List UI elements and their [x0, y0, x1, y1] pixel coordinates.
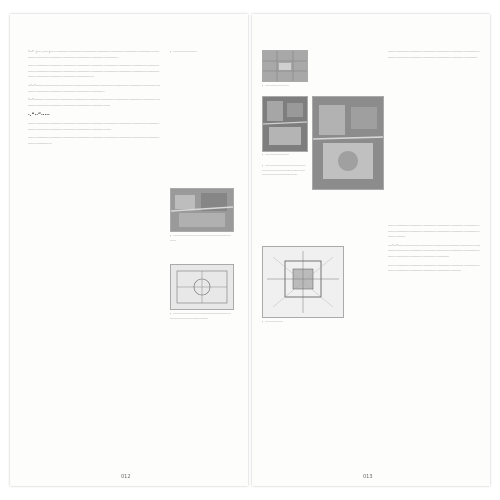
paragraph: ········································································································································································ — [388, 50, 480, 60]
map-figure-small — [262, 50, 308, 82]
right-page — [252, 14, 490, 486]
large-aerial-photo — [312, 96, 384, 190]
paragraph: “··”································································································································································································· — [28, 98, 160, 108]
paragraph: ····“··”·························································································································································································································· — [388, 243, 480, 259]
figure-caption: · ························ — [262, 153, 289, 157]
figure-caption: · ························ — [170, 50, 197, 54]
aerial-photo-figure — [170, 188, 234, 232]
paragraph: ························································································································································· — [388, 263, 480, 274]
left-page — [10, 14, 248, 486]
paragraph: “··”（····：·····）························································································································································································· — [28, 50, 159, 60]
figure-caption: · ························ — [262, 84, 289, 88]
figure-caption: · ·················· — [262, 320, 283, 324]
right-body-text — [388, 224, 480, 278]
city-plan-figure — [262, 246, 344, 318]
section-heading: ·.“··”····· — [28, 113, 50, 119]
figure-caption: · ·································································································· — [170, 312, 232, 321]
paragraph: ······································································································································································································· — [28, 121, 160, 132]
paragraph: ·························································································································································································· — [388, 224, 480, 240]
figure-caption: · ························································································································· — [262, 164, 306, 178]
paragraph: ················································································································································ — [28, 136, 160, 146]
left-body-text — [28, 50, 160, 150]
drawing-figure — [170, 264, 234, 310]
page-number: 013 — [363, 474, 373, 480]
paragraph: ··“··”·························································································································································································· — [28, 83, 160, 94]
paragraph: ················································································································································································································································································································· — [28, 64, 160, 80]
map-figure-aerial — [262, 96, 308, 152]
figure-caption: · ································································· — [170, 234, 232, 243]
right-top-text — [388, 50, 480, 64]
page-number: 012 — [121, 474, 131, 480]
